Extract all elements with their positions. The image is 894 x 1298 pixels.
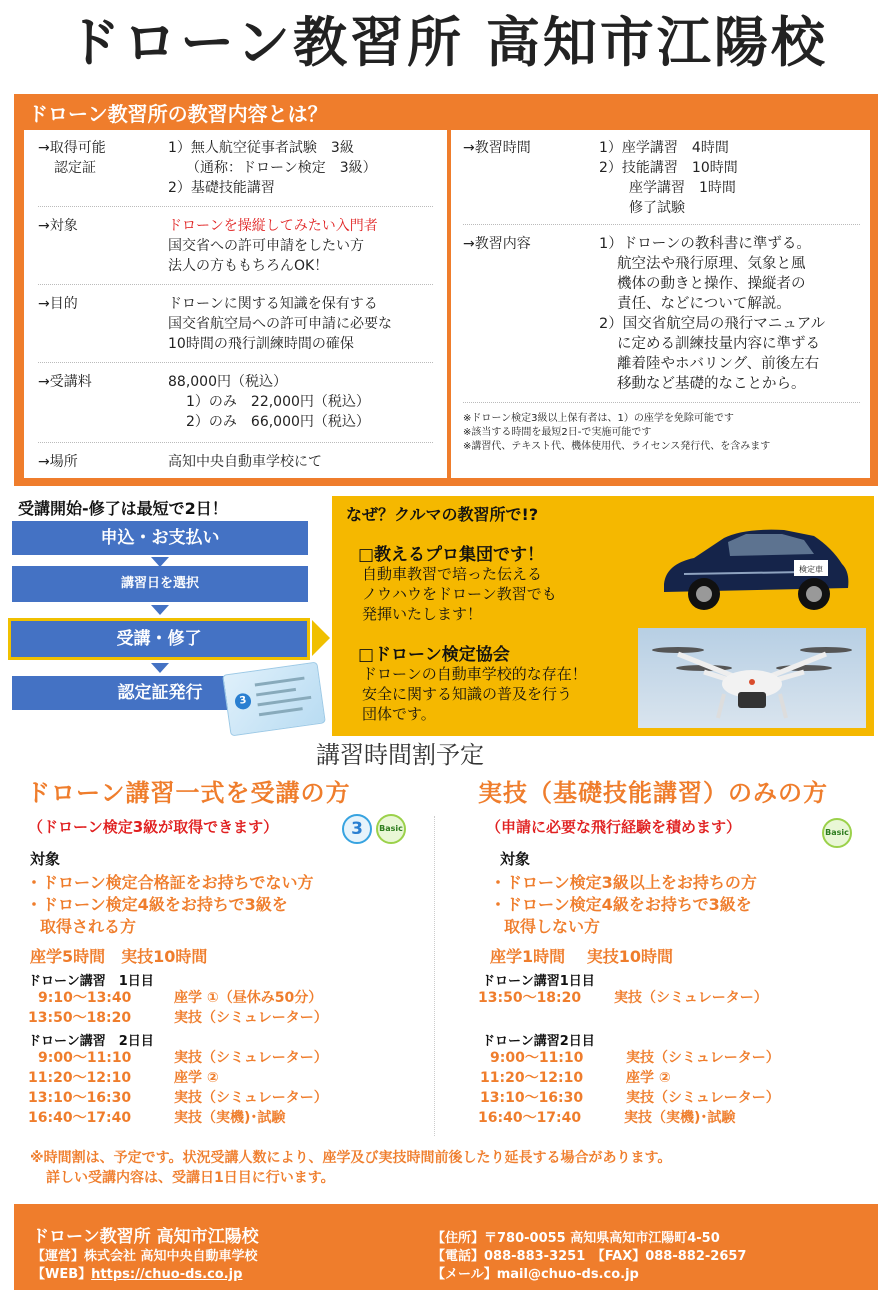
why-item-title: □ドローン検定協会	[358, 645, 510, 665]
info-line: 国交省への許可申請をしたい方	[168, 238, 364, 254]
info-label: →取得可能 認定証	[38, 140, 106, 176]
info-label: →場所	[38, 454, 78, 470]
target-item: ・ドローン検定合格証をお持ちでない方	[26, 873, 314, 892]
info-line: 2）のみ 66,000円（税込）	[186, 414, 370, 430]
schedule-time: 13:50～18:20	[478, 990, 582, 1006]
schedule-time: 16:40～17:40	[478, 1110, 582, 1126]
target-label: 対象	[500, 850, 531, 868]
info-value	[168, 452, 433, 472]
info-line: 1）ドローンの教科書に準ずる。	[599, 236, 811, 252]
info-line: 法人の方ももちろんOK！	[168, 258, 329, 274]
schedule-time: 9:00～11:10	[490, 1050, 584, 1066]
schedule-content: 座学 ②	[174, 1070, 219, 1086]
schedule-content: 実技（シミュレーター）	[174, 1090, 328, 1106]
divider	[38, 206, 433, 207]
schedule-time: 13:10～16:30	[28, 1090, 132, 1106]
note-line: ※講習代、テキスト代、機体使用代、ライセンス発行代、を含みます	[463, 441, 771, 452]
card-text-line	[259, 707, 303, 716]
schedule-content: 実技（シミュレーター）	[626, 1090, 780, 1106]
why-line: ドローンの自動車学校的な存在！	[362, 665, 587, 683]
schedule-content: 実技（シミュレーター）	[614, 990, 768, 1006]
target-list	[26, 872, 314, 938]
info-line: 移動など基礎的なことから。	[617, 376, 806, 392]
schedule-content: 実技（シミュレーター）	[626, 1050, 780, 1066]
drone-illustration	[638, 628, 866, 728]
info-value	[168, 294, 433, 354]
schedule-time: 13:10～16:30	[480, 1090, 584, 1106]
info-label: →教習内容	[463, 236, 531, 252]
schedule-content: 実技（シミュレーター）	[174, 1050, 328, 1066]
info-line: 航空法や飛行原理、気象と風	[617, 256, 806, 272]
info-label: →受講料	[38, 374, 92, 390]
target-item: ・ドローン検定3級以上をお持ちの方	[490, 873, 757, 892]
day2-label: ドローン講習2日目	[482, 1034, 595, 1049]
footer-web-link[interactable]: https://chuo-ds.co.jp	[91, 1267, 243, 1282]
basic-badge-icon: Basic	[376, 814, 406, 844]
schedule-row	[480, 1068, 671, 1088]
info-value	[168, 372, 433, 432]
why-line: 安全に関する知識の普及を行う	[362, 685, 573, 703]
schedule-row	[38, 1048, 328, 1068]
why-line: 発揮いたします！	[362, 605, 483, 623]
why-box	[332, 496, 874, 736]
info-line: 10時間の飛行訓練時間の確保	[168, 336, 354, 352]
schedule-row	[478, 988, 768, 1008]
info-line: 88,000円（税込）	[168, 374, 287, 390]
target-list	[490, 872, 757, 938]
footnote-line: 詳しい受講内容は、受講日1日目に行います。	[46, 1170, 335, 1186]
practical-course-subtitle: （申請に必要な飛行経験を積めます）	[486, 818, 742, 836]
flow-heading: 受講開始-修了は最短で2日！	[18, 499, 228, 518]
info-value	[168, 216, 433, 276]
info-value	[599, 234, 860, 394]
info-label: →対象	[38, 218, 78, 234]
schedule-row	[28, 1108, 285, 1128]
level3-badge-icon: 3	[342, 814, 372, 844]
day1-label: ドローン講習 1日目	[28, 974, 154, 989]
why-line: 自動車教習で培った伝える	[362, 565, 543, 583]
flow-step-select-date: 講習日を選択	[12, 566, 308, 602]
footer	[14, 1204, 878, 1290]
target-item: 取得される方	[40, 917, 137, 936]
info-value	[599, 138, 860, 218]
why-line: ノウハウをドローン教習でも	[362, 585, 557, 603]
schedule-content: 実技（シミュレーター）	[174, 1010, 328, 1026]
why-item-text	[362, 564, 557, 624]
car-plate-text: 検定車	[799, 565, 823, 574]
why-heading: なぜ？クルマの教習所で!?	[346, 505, 539, 524]
drone-image	[638, 628, 866, 728]
course-content-heading: ドローン教習所の教習内容とは？	[28, 102, 328, 126]
schedule-time: 9:10～13:40	[38, 990, 132, 1006]
info-line: に定める訓練技量内容に準ずる	[617, 336, 820, 352]
target-item: ・ドローン検定4級をお持ちで3級を	[26, 895, 288, 914]
info-line: 2）技能講習 10時間	[599, 160, 738, 176]
card-text-line	[256, 688, 296, 697]
day1-label: ドローン講習1日目	[482, 974, 595, 989]
card-level-badge: 3	[234, 692, 252, 710]
arrow-right-icon	[312, 620, 330, 656]
full-course-title: ドローン講習一式を受講の方	[26, 779, 351, 807]
course-content-box	[14, 94, 878, 486]
target-item: ・ドローン検定4級をお持ちで3級を	[490, 895, 752, 914]
info-line: 1）無人航空従事者試験 3級	[168, 140, 354, 156]
info-line: 国交省航空局への許可申請に必要な	[168, 316, 392, 332]
footer-school-name: ドローン教習所 高知市江陽校	[32, 1227, 259, 1247]
footnote-line: ※時間割は、予定です。状況受講人数により、座学及び実技時間前後したり延長する場合があります。	[30, 1150, 672, 1166]
schedule-row	[490, 1048, 780, 1068]
practical-course-title: 実技（基礎技能講習）のみの方	[478, 779, 828, 807]
why-item-text	[362, 664, 587, 724]
info-line: 1）座学講習 4時間	[599, 140, 729, 156]
day2-label: ドローン講習 2日目	[28, 1034, 154, 1049]
flow-step-apply: 申込・お支払い	[12, 521, 308, 555]
info-line: 離着陸やホバリング、前後左右	[617, 356, 820, 372]
info-line: 修了試験	[629, 200, 685, 216]
card-text-line	[255, 677, 305, 687]
schedule-time: 9:00～11:10	[38, 1050, 132, 1066]
schedule-title: 講習時間割予定	[316, 741, 484, 769]
schedule-row	[478, 1108, 735, 1128]
schedule-time: 16:40～17:40	[28, 1110, 132, 1126]
target-item: 取得しない方	[504, 917, 601, 936]
info-line: ドローンに関する知識を保有する	[168, 296, 378, 312]
footer-web	[32, 1266, 242, 1284]
arrow-down-icon	[151, 663, 169, 673]
schedule-time: 13:50～18:20	[28, 1010, 132, 1026]
full-course-subtitle: （ドローン検定3級が取得できます）	[28, 818, 279, 836]
notes	[463, 412, 860, 454]
info-label: →教習時間	[463, 140, 531, 156]
divider	[38, 362, 433, 363]
footer-mail[interactable]: 【メール】mail@chuo-ds.co.jp	[432, 1267, 639, 1282]
info-line: 2）国交省航空局の飛行マニュアル	[599, 316, 826, 332]
schedule-row	[28, 1008, 328, 1028]
training-car-image	[654, 514, 854, 618]
arrow-down-icon	[151, 605, 169, 615]
license-card-image	[222, 662, 326, 737]
divider	[38, 442, 433, 443]
footer-operator: 【運営】株式会社 高知中央自動車学校	[32, 1249, 258, 1264]
course-hours: 座学5時間 実技10時間	[30, 947, 208, 966]
flow-step-certificate: 認定証発行	[12, 676, 308, 710]
schedule-content: 実技（実機)･試験	[624, 1110, 736, 1126]
card-text-line	[257, 696, 311, 706]
schedule-row	[28, 1068, 219, 1088]
info-line: 機体の動きと操作、操縦者の	[617, 276, 806, 292]
schedule-row	[480, 1088, 780, 1108]
info-line: 座学講習 1時間	[629, 180, 736, 196]
info-label-cont: 認定証	[54, 160, 96, 176]
practical-course-column	[478, 776, 894, 1126]
page-title: ドローン教習所 高知市江陽校	[66, 11, 828, 74]
full-course-column	[26, 776, 446, 1126]
course-hours: 座学1時間 実技10時間	[490, 947, 673, 966]
info-line: 責任、などについて解説。	[617, 296, 791, 312]
info-line-highlight: ドローンを操縦してみたい入門者	[168, 218, 378, 234]
info-value	[168, 138, 433, 198]
divider	[38, 284, 433, 285]
schedule-content: 座学 ②	[626, 1070, 671, 1086]
schedule-footnote	[30, 1148, 671, 1188]
column-divider	[434, 816, 435, 1136]
info-line: （通称：ドローン検定 3級）	[186, 160, 377, 176]
course-info-right-panel	[451, 130, 870, 478]
target-label: 対象	[30, 850, 61, 868]
footer-web-label: 【WEB】	[32, 1267, 92, 1282]
info-line: 2）基礎技能講習	[168, 180, 275, 196]
schedule-row	[38, 988, 322, 1008]
divider	[463, 402, 860, 403]
footer-address: 【住所】〒780-0055 高知県高知市江陽町4-50	[432, 1231, 720, 1246]
flow-step-attend: 受講・修了	[8, 618, 310, 660]
info-label: →目的	[38, 296, 78, 312]
basic-badge-icon: Basic	[822, 818, 852, 848]
divider	[463, 224, 860, 225]
footer-tel-fax: 【電話】088-883-3251 【FAX】088-882-2657	[432, 1249, 747, 1264]
why-line: 団体です。	[362, 705, 436, 723]
info-line: 高知中央自動車学校にて	[168, 454, 322, 470]
schedule-content: 実技（実機)･試験	[174, 1110, 286, 1126]
course-info-left-panel	[24, 130, 447, 478]
note-line: ※該当する時間を最短2日-で実施可能です	[463, 427, 652, 438]
schedule-row	[28, 1088, 328, 1108]
schedule-content: 座学 ①（昼休み50分）	[174, 990, 323, 1006]
schedule-time: 11:20～12:10	[480, 1070, 584, 1086]
info-line: 1）のみ 22,000円（税込）	[186, 394, 370, 410]
schedule-time: 11:20～12:10	[28, 1070, 132, 1086]
why-item-title: □教えるプロ集団です！	[358, 545, 545, 565]
note-line: ※ドローン検定3級以上保有者は、1）の座学を免除可能です	[463, 413, 734, 424]
